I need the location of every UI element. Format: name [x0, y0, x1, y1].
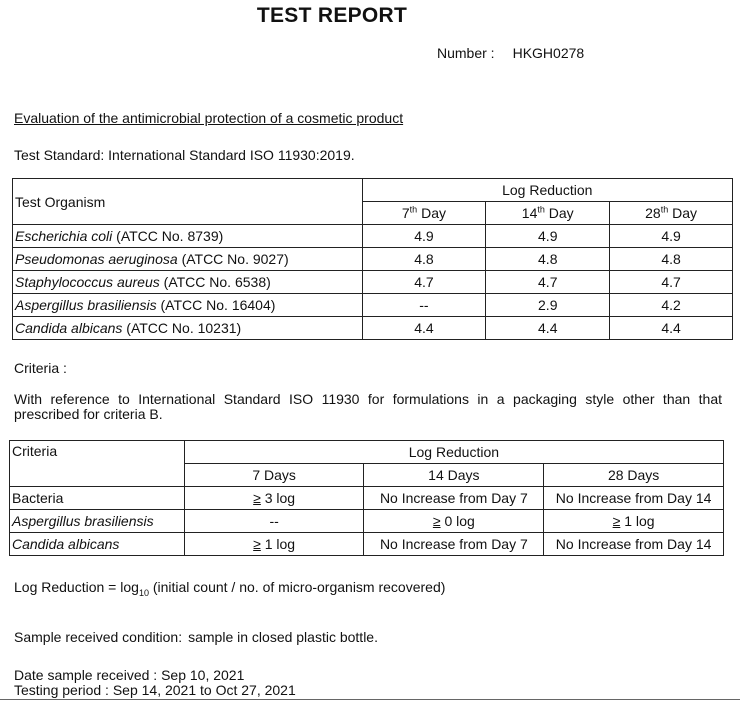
- criteria-name-cell: Aspergillus brasiliensis: [10, 510, 185, 533]
- sample-condition-value: sample in closed plastic bottle.: [188, 629, 378, 645]
- value-cell: 4.4: [362, 317, 486, 340]
- value-cell: ≥ 1 log: [184, 533, 364, 556]
- log-reduction-header: Log Reduction: [184, 441, 723, 464]
- days-header: 28 Days: [544, 464, 724, 487]
- table-row: [13, 294, 733, 317]
- value-cell: 4.7: [610, 271, 733, 294]
- table-row: [13, 317, 733, 340]
- results-table: [12, 178, 733, 340]
- day-header: 14th Day: [486, 202, 610, 225]
- value-cell: 2.9: [486, 294, 610, 317]
- test-standard: Test Standard: International Standard ISO 11930:2019.: [14, 147, 355, 163]
- value-cell: No Increase from Day 7: [364, 533, 544, 556]
- organism-cell: Escherichia coli (ATCC No. 8739): [13, 225, 363, 248]
- criteria-name-cell: Candida albicans: [10, 533, 185, 556]
- report-number-label: Number :: [437, 45, 495, 61]
- table-row: [10, 510, 724, 533]
- value-cell: 4.8: [486, 248, 610, 271]
- value-cell: 4.9: [486, 225, 610, 248]
- value-cell: 4.9: [610, 225, 733, 248]
- day-header: 28th Day: [610, 202, 733, 225]
- criteria-table: [9, 440, 724, 556]
- days-header: 14 Days: [364, 464, 544, 487]
- table-row: [13, 225, 733, 248]
- value-cell: 4.8: [362, 248, 486, 271]
- table-row: [13, 271, 733, 294]
- organism-cell: Aspergillus brasiliensis (ATCC No. 16404): [13, 294, 363, 317]
- value-cell: ≥ 0 log: [364, 510, 544, 533]
- value-cell: 4.2: [610, 294, 733, 317]
- bottom-divider: [0, 699, 740, 700]
- value-cell: 4.7: [486, 271, 610, 294]
- criteria-name-cell: Bacteria: [10, 487, 185, 510]
- day-header: 7th Day: [362, 202, 486, 225]
- testing-period: Testing period : Sep 14, 2021 to Oct 27, 2021: [14, 682, 296, 698]
- value-cell: --: [362, 294, 486, 317]
- table-row: [13, 248, 733, 271]
- value-cell: ≥ 1 log: [544, 510, 724, 533]
- value-cell: --: [184, 510, 364, 533]
- report-number: [437, 45, 584, 61]
- table-row: [10, 487, 724, 510]
- report-title: TEST REPORT: [256, 4, 408, 27]
- value-cell: 4.4: [610, 317, 733, 340]
- value-cell: 4.4: [486, 317, 610, 340]
- value-cell: 4.7: [362, 271, 486, 294]
- criteria-label: Criteria :: [14, 360, 67, 376]
- value-cell: No Increase from Day 7: [364, 487, 544, 510]
- test-organism-header: Test Organism: [13, 179, 363, 225]
- days-header: 7 Days: [184, 464, 364, 487]
- criteria-header: Criteria: [10, 441, 185, 487]
- date-sample-received: Date sample received : Sep 10, 2021: [14, 667, 245, 683]
- section-heading: Evaluation of the antimicrobial protection of a cosmetic product: [14, 110, 404, 126]
- log-reduction-formula: Log Reduction = $\log_{10}$ (initial count / no. of micro-organism recovered): [14, 579, 446, 598]
- value-cell: No Increase from Day 14: [544, 487, 724, 510]
- value-cell: 4.9: [362, 225, 486, 248]
- value-cell: No Increase from Day 14: [544, 533, 724, 556]
- criteria-reference-text: With reference to International Standard ISO 11930 for formulations in a packaging style other than that prescribed for criteria B.: [14, 391, 722, 422]
- organism-cell: Candida albicans (ATCC No. 10231): [13, 317, 363, 340]
- value-cell: 4.8: [610, 248, 733, 271]
- report-number-value: HKGH0278: [512, 45, 585, 61]
- sample-condition-label: Sample received condition:: [14, 629, 183, 645]
- value-cell: ≥ 3 log: [184, 487, 364, 510]
- sample-condition: [14, 629, 378, 645]
- log-reduction-header: Log Reduction: [362, 179, 732, 202]
- organism-cell: Staphylococcus aureus (ATCC No. 6538): [13, 271, 363, 294]
- organism-cell: Pseudomonas aeruginosa (ATCC No. 9027): [13, 248, 363, 271]
- table-row: [10, 533, 724, 556]
